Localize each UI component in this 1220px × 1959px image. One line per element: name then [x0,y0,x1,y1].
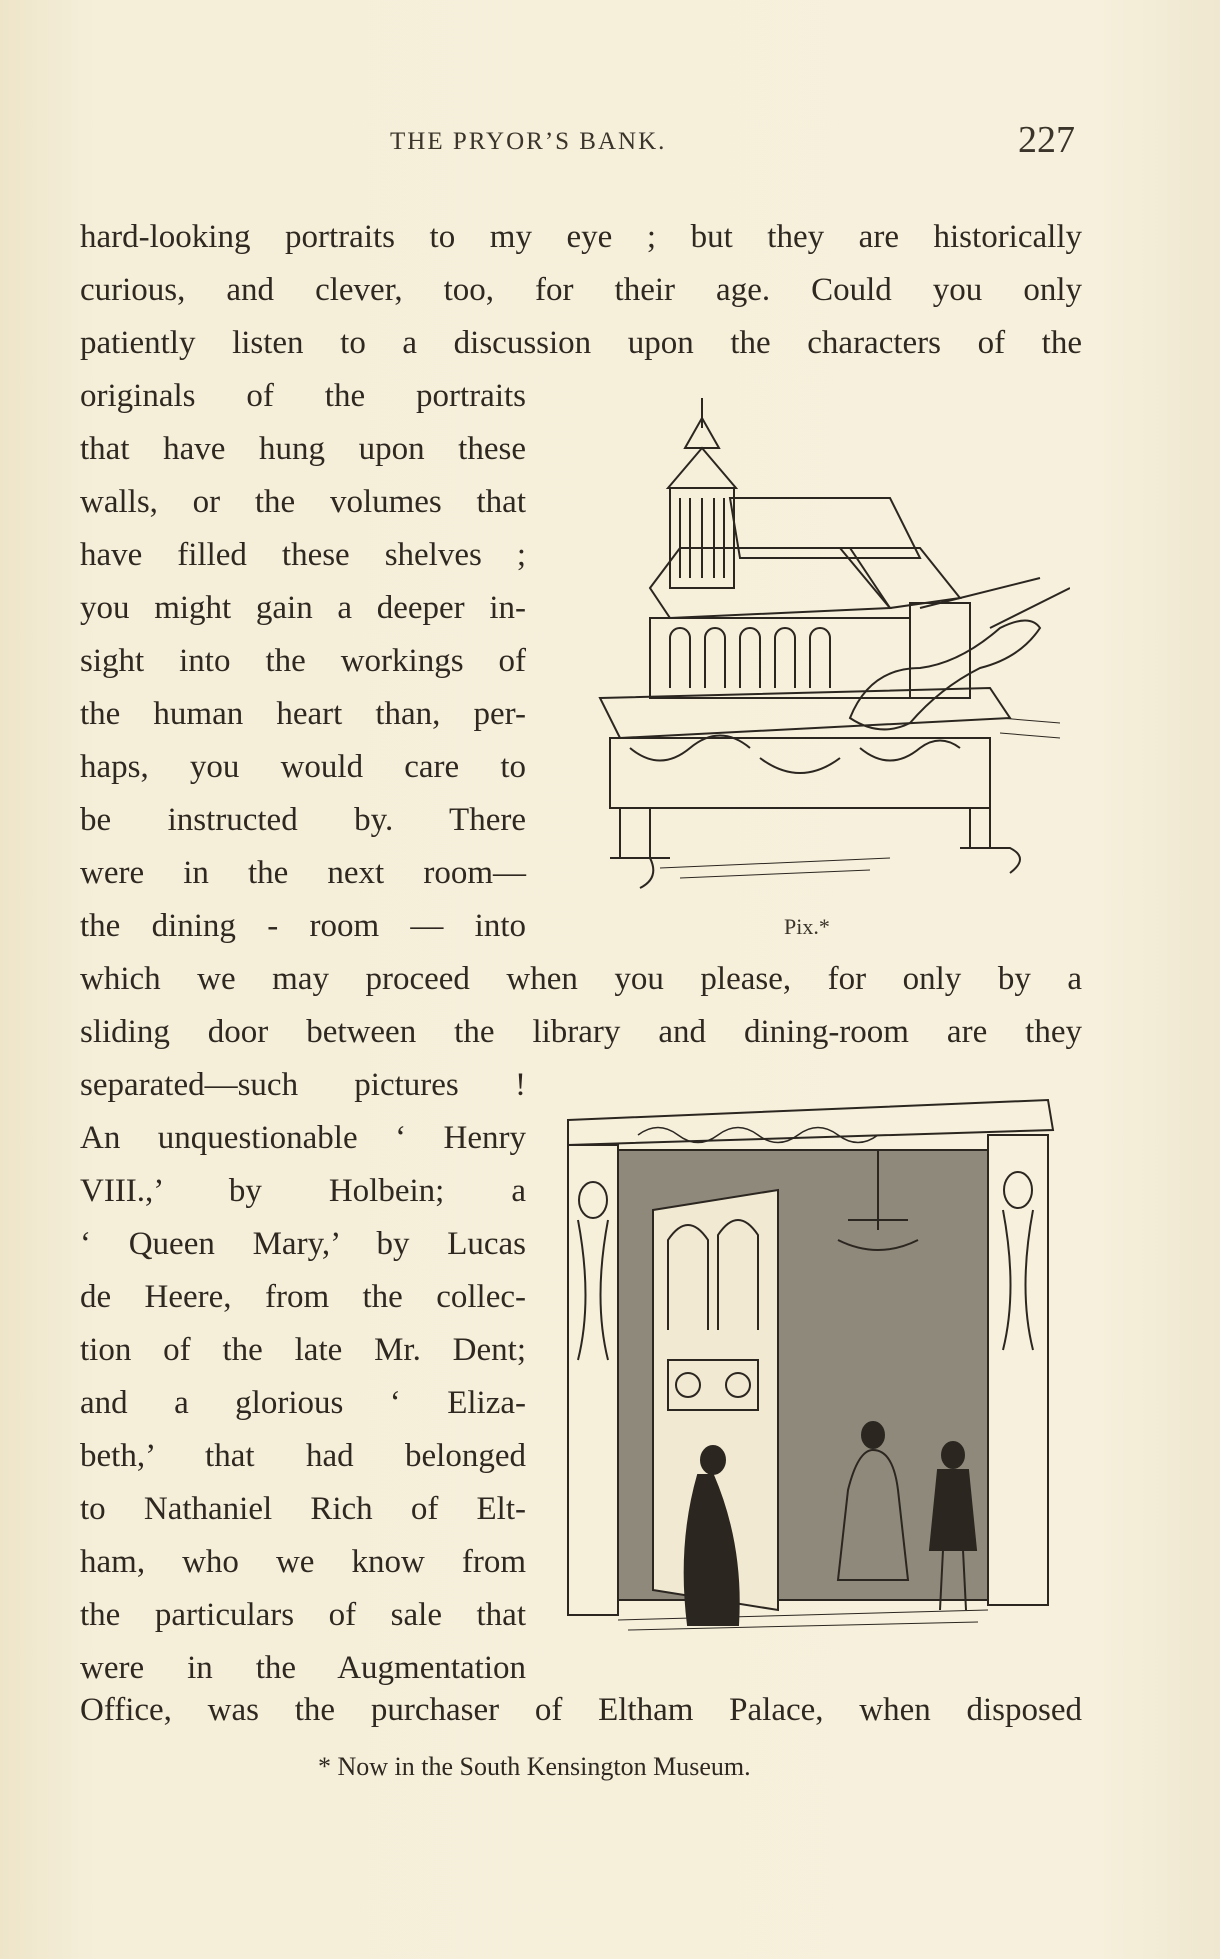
text-line: haps, you would care to [80,749,526,785]
pyx-caption: Pix.* [784,914,830,939]
text-line: to Nathaniel Rich of Elt- [80,1491,526,1527]
text-line: and a glorious ‘ Eliza- [80,1385,526,1421]
text-line: were in the Augmentation [80,1650,526,1686]
text-line: VIII.,’ by Holbein; a [80,1173,526,1209]
text-line: you might gain a deeper in- [80,590,526,626]
text-line: walls, or the volumes that [80,484,526,520]
text-line: tion of the late Mr. Dent; [80,1332,526,1368]
text-line: which we may proceed when you please, for only by a [80,961,1082,997]
text-line: be instructed by. There [80,802,526,838]
text-line: ham, who we know from [80,1544,526,1580]
text-line: curious, and clever, too, for their age. Could you only [80,272,1082,308]
text-line: that have hung upon these [80,431,526,467]
footnote: * Now in the South Kensington Museum. [318,1752,751,1781]
text-line: sliding door between the library and dining-room are they [80,1014,1082,1050]
text-line: hard-looking portraits to my eye ; but they are historically [80,219,1082,255]
text-line: have filled these shelves ; [80,537,526,573]
text-line: ‘ Queen Mary,’ by Lucas [80,1226,526,1262]
text-line: Office, was the purchaser of Eltham Palace, when disposed [80,1692,1082,1728]
text-line: de Heere, from the collec- [80,1279,526,1315]
text-line: An unquestionable ‘ Henry [80,1120,526,1156]
pyx-engraving-svg [590,388,1070,908]
text-line: the dining - room — into [80,908,526,944]
text-line: separated—such pictures ! [80,1067,526,1103]
text-line: were in the next room— [80,855,526,891]
text-line: originals of the portraits [80,378,526,414]
text-line: patiently listen to a discussion upon the characters of the [80,325,1082,361]
text-line: the human heart than, per- [80,696,526,732]
text-line: sight into the workings of [80,643,526,679]
pyx-engraving [590,388,1070,908]
doorway-engraving [548,1090,1068,1646]
doorway-engraving-svg [548,1090,1068,1646]
text-line: the particulars of sale that [80,1597,526,1633]
running-head: THE PRYOR’S BANK. [390,128,667,155]
page-number: 227 [1018,119,1075,161]
text-line: beth,’ that had belonged [80,1438,526,1474]
